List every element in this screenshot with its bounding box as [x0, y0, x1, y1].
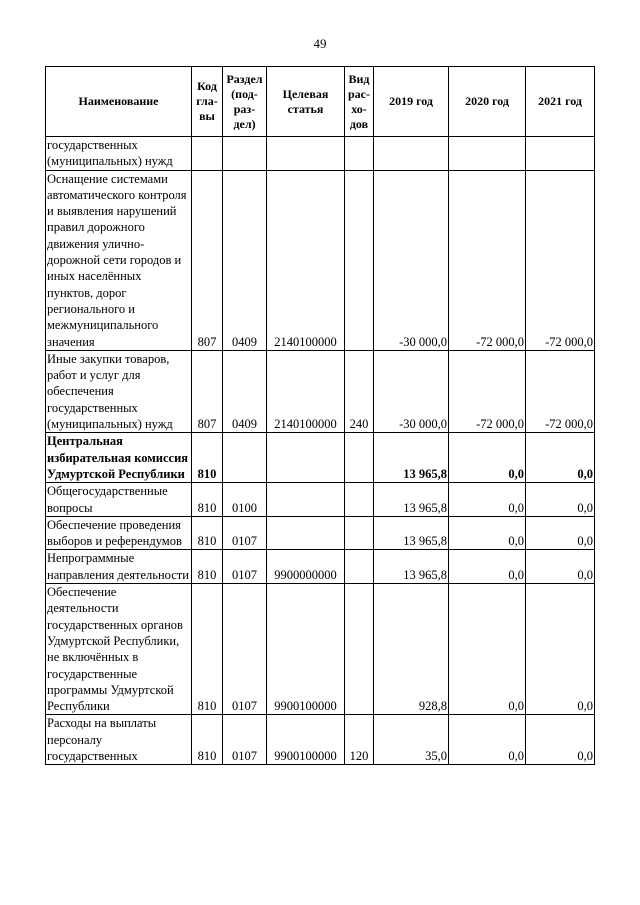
row-section: 0107 — [223, 516, 267, 550]
row-2020: 0,0 — [449, 516, 526, 550]
header-expense-type: Вид рас- хо- дов — [345, 67, 374, 137]
row-chapter: 807 — [192, 350, 223, 432]
row-2019: -30 000,0 — [374, 170, 449, 350]
header-name: Наименование — [46, 67, 192, 137]
header-chapter-code: Код гла- вы — [192, 67, 223, 137]
row-type — [345, 550, 374, 584]
table-row — [46, 350, 595, 432]
row-2020: 0,0 — [449, 550, 526, 584]
row-target: 9900000000 — [267, 550, 345, 584]
row-2020: 0,0 — [449, 483, 526, 517]
row-target: 2140100000 — [267, 170, 345, 350]
row-name: Непрограммные направления деятельности — [46, 550, 192, 584]
budget-table — [45, 66, 595, 765]
table-row — [46, 170, 595, 350]
row-2019: 928,8 — [374, 584, 449, 715]
table-row — [46, 715, 595, 765]
row-type — [345, 433, 374, 483]
row-chapter: 810 — [192, 584, 223, 715]
row-section: 0409 — [223, 170, 267, 350]
row-2019: 13 965,8 — [374, 550, 449, 584]
row-chapter: 810 — [192, 550, 223, 584]
row-type — [345, 584, 374, 715]
row-2021: 0,0 — [526, 483, 595, 517]
row-target — [267, 483, 345, 517]
row-2021: 0,0 — [526, 433, 595, 483]
row-name: Обеспечение деятельности государственных органов Удмуртской Республики, не включённых в государственные программы Удмуртской Республики — [46, 584, 192, 715]
row-chapter — [192, 137, 223, 171]
row-chapter: 807 — [192, 170, 223, 350]
row-type — [345, 516, 374, 550]
row-name: Иные закупки товаров, работ и услуг для обеспечения государственных (муниципальных) нужд — [46, 350, 192, 432]
row-target — [267, 433, 345, 483]
row-name: Обеспечение проведения выборов и референдумов — [46, 516, 192, 550]
row-2021: 0,0 — [526, 715, 595, 765]
row-2020: -72 000,0 — [449, 350, 526, 432]
row-2021: 0,0 — [526, 584, 595, 715]
row-section: 0107 — [223, 715, 267, 765]
table-row — [46, 550, 595, 584]
table-row — [46, 516, 595, 550]
row-name: Центральная избирательная комиссия Удмуртской Республики — [46, 433, 192, 483]
row-2020: 0,0 — [449, 715, 526, 765]
header-2019: 2019 год — [374, 67, 449, 137]
row-target: 9900100000 — [267, 584, 345, 715]
row-2019: -30 000,0 — [374, 350, 449, 432]
row-chapter: 810 — [192, 433, 223, 483]
row-chapter: 810 — [192, 516, 223, 550]
row-chapter: 810 — [192, 483, 223, 517]
header-target-article: Целевая статья — [267, 67, 345, 137]
row-section: 0107 — [223, 584, 267, 715]
row-2019: 13 965,8 — [374, 433, 449, 483]
row-chapter: 810 — [192, 715, 223, 765]
row-2021: 0,0 — [526, 550, 595, 584]
row-target: 9900100000 — [267, 715, 345, 765]
row-2021 — [526, 137, 595, 171]
row-section: 0409 — [223, 350, 267, 432]
table-row — [46, 584, 595, 715]
row-type — [345, 170, 374, 350]
row-type — [345, 137, 374, 171]
table-row — [46, 483, 595, 517]
row-name: Расходы на выплаты персоналу государственных — [46, 715, 192, 765]
row-2021: 0,0 — [526, 516, 595, 550]
row-name: Общегосударственные вопросы — [46, 483, 192, 517]
row-2019: 13 965,8 — [374, 516, 449, 550]
row-type: 120 — [345, 715, 374, 765]
row-2020 — [449, 137, 526, 171]
row-name: Оснащение системами автоматического контроля и выявления нарушений правил дорожного движения улично-дорожной сети городов и иных населённых пунктов, дорог регионального и межмуниципального значения — [46, 170, 192, 350]
table-header-row — [46, 67, 595, 137]
row-2020: 0,0 — [449, 433, 526, 483]
row-2020: 0,0 — [449, 584, 526, 715]
row-2019: 13 965,8 — [374, 483, 449, 517]
row-2019 — [374, 137, 449, 171]
header-2021: 2021 год — [526, 67, 595, 137]
row-2020: -72 000,0 — [449, 170, 526, 350]
table-row — [46, 433, 595, 483]
row-2021: -72 000,0 — [526, 350, 595, 432]
header-2020: 2020 год — [449, 67, 526, 137]
row-target: 2140100000 — [267, 350, 345, 432]
row-target — [267, 137, 345, 171]
row-target — [267, 516, 345, 550]
row-type: 240 — [345, 350, 374, 432]
row-section — [223, 137, 267, 171]
row-type — [345, 483, 374, 517]
row-2019: 35,0 — [374, 715, 449, 765]
row-name: государственных (муниципальных) нужд — [46, 137, 192, 171]
header-section: Раздел (под- раз- дел) — [223, 67, 267, 137]
row-section: 0107 — [223, 550, 267, 584]
row-section — [223, 433, 267, 483]
row-2021: -72 000,0 — [526, 170, 595, 350]
row-section: 0100 — [223, 483, 267, 517]
page-number: 49 — [313, 36, 327, 51]
table-row — [46, 137, 595, 171]
